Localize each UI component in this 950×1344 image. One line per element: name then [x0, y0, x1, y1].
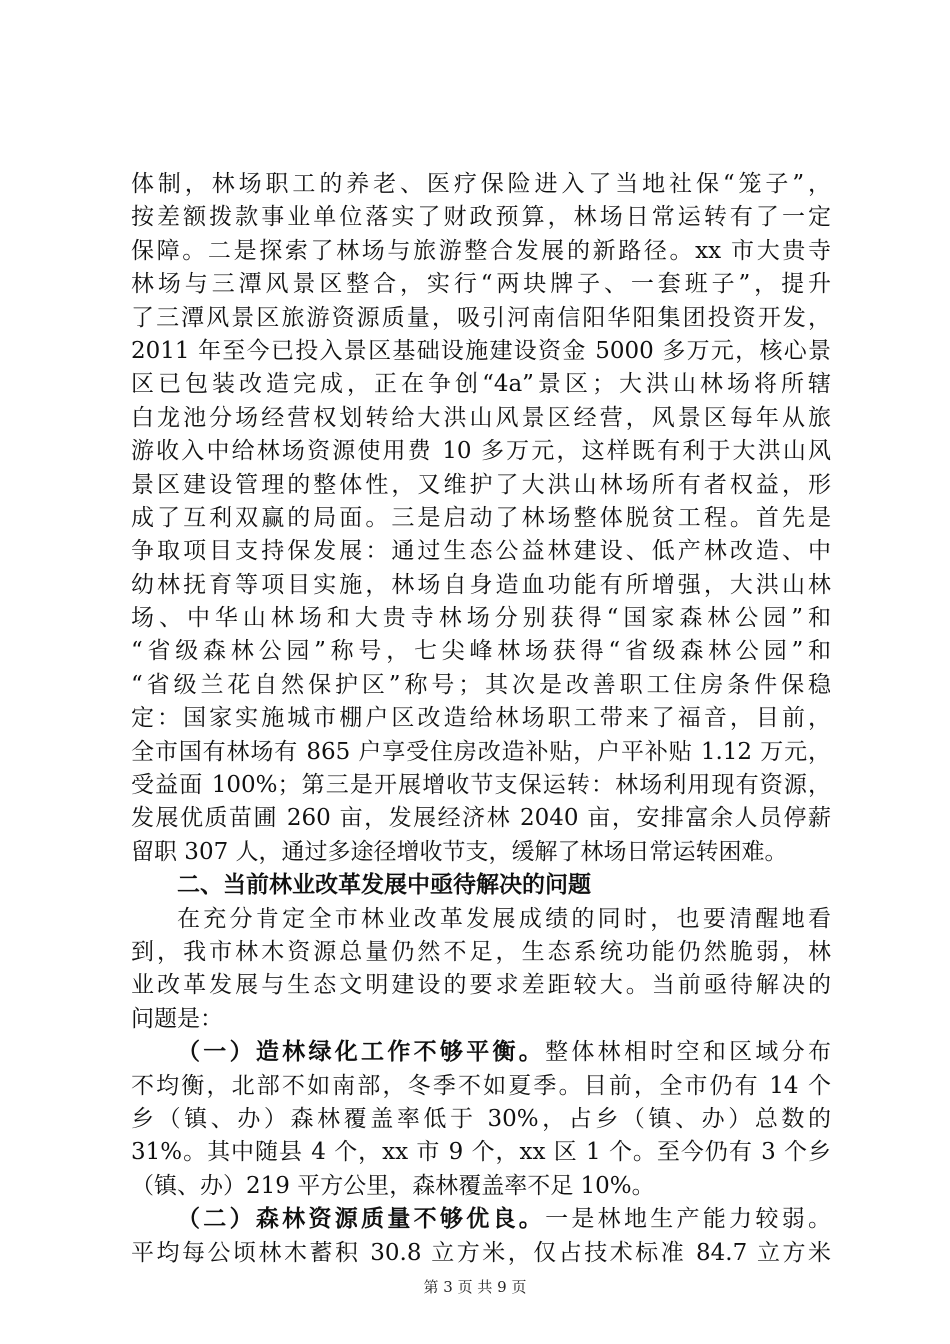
text-line: 发展优质苗圃 260 亩，发展经济林 2040 亩，安排富余人员停薪 [131, 805, 831, 832]
paragraph-line: 问题是： [131, 1005, 223, 1032]
item-text: 整体林相时空和区域分布 [545, 1039, 832, 1066]
item-line: 平均每公顷林木蓄积 30.8 立方米，仅占技术标准 84.7 立方米 [131, 1239, 831, 1266]
paragraph-line: 到，我市林木资源总量仍然不足，生态系统功能仍然脆弱，林 [131, 938, 831, 965]
text-line: 场、中华山林场和大贵寺林场分别获得“国家森林公园”和 [131, 605, 831, 632]
section-heading: 二、当前林业改革发展中亟待解决的问题 [177, 872, 591, 899]
text-line: 留职 307 人，通过多途径增收节支，缓解了林场日常运转困难。 [131, 838, 788, 865]
text-line: 保障。二是探索了林场与旅游整合发展的新路径。xx 市大贵寺 [131, 237, 831, 264]
text-line: 按差额拨款事业单位落实了财政预算，林场日常运转有了一定 [131, 204, 831, 231]
text-line: 景区建设管理的整体性，又维护了大洪山林场所有者权益，形 [131, 471, 831, 498]
item-line: 不均衡，北部不如南部，冬季不如夏季。目前，全市仍有 14 个 [131, 1072, 831, 1099]
text-line: 受益面 100%；第三是开展增收节支保运转：林场利用现有资源， [131, 772, 831, 799]
document-body [131, 168, 831, 1270]
text-line: 体制，林场职工的养老、医疗保险进入了当地社保“笼子”， [131, 171, 831, 197]
text-line: “省级兰花自然保护区”称号；其次是改善职工住房条件保稳 [131, 671, 831, 698]
item-text: 一是林地生产能力较弱。 [545, 1206, 832, 1233]
item-line: 乡（镇、办）森林覆盖率低于 30%，占乡（镇、办）总数的 [131, 1105, 831, 1132]
text-line: 成了互利双赢的局面。三是启动了林场整体脱贫工程。首先是 [131, 504, 831, 531]
item-first-line [131, 1036, 831, 1069]
text-line: 白龙池分场经营权划转给大洪山风景区经营，风景区每年从旅 [131, 404, 831, 431]
text-line: 全市国有林场有 865 户享受住房改造补贴，户平补贴 1.12 万元， [131, 738, 831, 765]
item-line: （镇、办）219 平方公里，森林覆盖率不足 10%。 [131, 1172, 655, 1199]
page-footer: 第 3 页 共 9 页 [423, 1278, 527, 1296]
paragraph-line: 在充分肯定全市林业改革发展成绩的同时，也要清醒地看 [177, 905, 831, 932]
text-line: 了三潭风景区旅游资源质量，吸引河南信阳华阳集团投资开发， [131, 304, 831, 331]
text-line: 争取项目支持保发展：通过生态公益林建设、低产林改造、中 [131, 538, 831, 565]
item-title: （二）森林资源质量不够优良。 [177, 1206, 546, 1233]
item-first-line [131, 1203, 831, 1236]
text-line: “省级森林公园”称号，七尖峰林场获得“省级森林公园”和 [131, 638, 831, 665]
text-line: 定：国家实施城市棚户区改造给林场职工带来了福音，目前， [131, 705, 831, 732]
text-line: 2011 年至今已投入景区基础设施建设资金 5000 多万元，核心景 [131, 337, 831, 364]
item-title: （一）造林绿化工作不够平衡。 [177, 1039, 546, 1066]
item-line: 31%。其中随县 4 个，xx 市 9 个，xx 区 1 个。至今仍有 3 个乡 [131, 1139, 831, 1166]
text-line: 游收入中给林场资源使用费 10 多万元，这样既有利于大洪山风 [131, 438, 831, 465]
paragraph-line: 业改革发展与生态文明建设的要求差距较大。当前亟待解决的 [131, 972, 831, 999]
text-line: 林场与三潭风景区整合，实行“两块牌子、一套班子”，提升 [131, 271, 831, 298]
text-line: 幼林抚育等项目实施，林场自身造血功能有所增强，大洪山林 [131, 571, 831, 598]
text-line: 区已包装改造完成，正在争创“4a”景区；大洪山林场将所辖 [131, 371, 831, 398]
